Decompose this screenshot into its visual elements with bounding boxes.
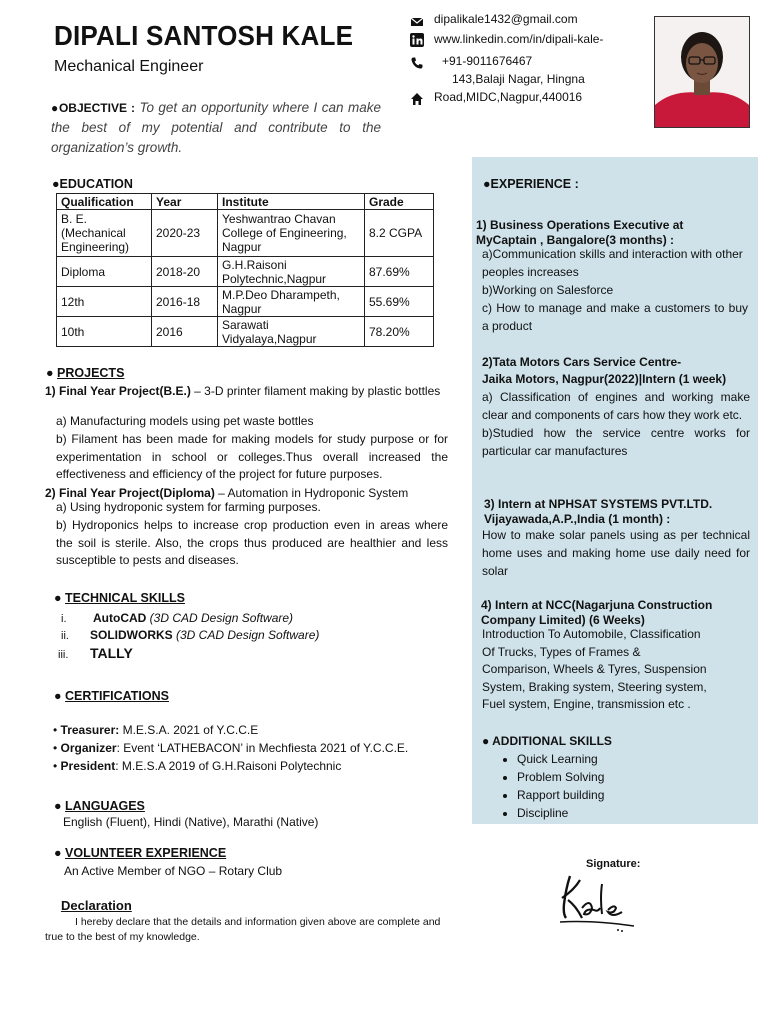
projects-heading-text: PROJECTS <box>57 366 125 380</box>
table-cell: 12th <box>57 287 152 317</box>
project-1-item-b: b) Filament has been made for making models for study purpose or for experimentation in school or colleges.Thus overall increased the effectiveness and efficiency of the project for future purposes. <box>56 432 448 481</box>
table-cell: Diploma <box>57 257 152 287</box>
additional-skills-heading: ● ADDITIONAL SKILLS <box>482 734 612 748</box>
tech-skill-note: (3D CAD Design Software) <box>149 611 294 625</box>
table-header-row <box>57 194 434 210</box>
job-detail-line: b)Studied how the service centre works for particular car manufactures <box>482 426 750 458</box>
bullet-dot: • <box>53 723 61 737</box>
tech-skill-name: AutoCAD <box>93 611 147 625</box>
job-title <box>484 497 754 527</box>
table-row <box>57 287 434 317</box>
contact-email[interactable]: dipalikale1432@gmail.com <box>434 12 578 26</box>
certification-role: Organizer <box>60 741 117 755</box>
job-details <box>482 245 748 335</box>
candidate-role: Mechanical Engineer <box>54 58 204 75</box>
project-2-item-b: b) Hydroponics helps to increase crop production even in areas where the soil is sterile. Also, the crops thus produced are healthier and less susceptible to pests and diseases. <box>56 518 448 567</box>
job-detail-line: Introduction To Automobile, Classification <box>482 627 701 641</box>
home-icon <box>410 92 424 106</box>
column-header: Grade <box>365 194 434 210</box>
linkedin-icon <box>410 33 424 47</box>
job-detail-line: Comparison, Wheels & Tyres, Suspension <box>482 662 707 677</box>
table-cell: 78.20% <box>365 317 434 347</box>
job-detail-line: c) How to manage and make a customers to buy a product <box>482 301 748 333</box>
table-cell: 87.69% <box>365 257 434 287</box>
volunteer-heading <box>54 846 226 860</box>
project-2-item-a: a) Using hydroponic system for farming purposes. <box>56 500 321 514</box>
project-2-desc: – Automation in Hydroponic System <box>214 486 409 500</box>
languages-text: English (Fluent), Hindi (Native), Marathi (Native) <box>63 815 319 829</box>
tech-skill-name: SOLIDWORKS <box>90 628 173 642</box>
certification-item <box>53 758 341 776</box>
table-cell: 8.2 CGPA <box>365 210 434 257</box>
job-details <box>482 626 750 714</box>
bullet-dot: ● <box>54 846 66 860</box>
certifications-heading <box>54 689 169 703</box>
job-title-line: 4) Intern at NCC(Nagarjuna Construction <box>481 598 713 612</box>
table-cell: 2016-18 <box>152 287 218 317</box>
column-header: Institute <box>218 194 365 210</box>
profile-photo <box>654 16 750 128</box>
objective-section <box>51 98 381 158</box>
column-header: Qualification <box>57 194 152 210</box>
job-details <box>482 526 750 580</box>
list-item: • Rapport building <box>517 786 604 804</box>
tech-skill-item <box>61 627 319 646</box>
job-title-line: 1) Business Operations Executive at <box>476 218 684 232</box>
job-detail-line: Fuel system, Engine, transmission etc . <box>482 697 691 712</box>
table-cell: 55.69% <box>365 287 434 317</box>
volunteer-heading-text: VOLUNTEER EXPERIENCE <box>65 846 227 860</box>
job-title-line: 2)Tata Motors Cars Service Centre- <box>482 355 682 369</box>
tech-skill-num: iii. <box>58 649 69 661</box>
table-row <box>57 210 434 257</box>
tech-skill-num: ii. <box>61 630 69 642</box>
certification-item <box>53 740 408 758</box>
tech-skill-item <box>58 645 133 665</box>
objective-text: To get an opportunity where I can make the best of my potential and contribute to the organization’s growth. <box>51 100 381 155</box>
table-cell: Sarawati Vidyalaya,Nagpur <box>218 317 365 347</box>
table-cell: 2018-20 <box>152 257 218 287</box>
tech-skill-name: TALLY <box>90 645 133 661</box>
job-title-line: 3) Intern at NPHSAT SYSTEMS PVT.LTD. <box>484 497 713 511</box>
bullet-dot: ● <box>46 366 58 380</box>
list-item: • Problem Solving <box>517 768 604 786</box>
job-title-line: Vijayawada,A.P.,India (1 month) : <box>484 512 671 526</box>
job-detail-line: a) Classification of engines and working make clear and components of cars how they work etc. <box>482 390 750 422</box>
signature-label: Signature: <box>586 858 641 870</box>
job-detail-line: How to make solar panels using as per technical home uses and making home use daily need for solar <box>482 528 750 578</box>
project-1-desc: – 3-D printer filament making by plastic bottles <box>190 384 441 398</box>
languages-heading-text: LANGUAGES <box>65 799 145 813</box>
certification-role: President <box>60 759 116 773</box>
objective-label: ●OBJECTIVE : <box>51 101 135 115</box>
job-title-line: Jaika Motors, Nagpur(2022)|Intern (1 week) <box>482 372 727 386</box>
contact-address-line1: 143,Balaji Nagar, Hingna <box>452 72 585 86</box>
job-title <box>481 598 751 628</box>
bullet-dot: ● <box>54 799 66 813</box>
tech-skill-item <box>61 610 293 629</box>
job-title <box>476 218 752 248</box>
certification-text: : M.E.S.A 2019 of G.H.Raisoni Polytechnic <box>115 759 342 773</box>
table-cell: 2020-23 <box>152 210 218 257</box>
handwritten-signature <box>556 868 642 934</box>
phone-icon <box>410 56 424 70</box>
bullet-dot: ● <box>54 689 66 703</box>
volunteer-text: An Active Member of NGO – Rotary Club <box>64 864 283 878</box>
table-row <box>57 257 434 287</box>
contact-address-line2: Road,MIDC,Nagpur,440016 <box>434 90 583 104</box>
education-table <box>56 193 434 347</box>
profile-portrait <box>655 17 749 127</box>
certifications-heading-text: CERTIFICATIONS <box>65 689 169 703</box>
job-details <box>482 388 750 460</box>
tech-skill-note: (3D CAD Design Software) <box>176 628 320 642</box>
project-1-item-a: a) Manufacturing models using pet waste bottles <box>56 414 314 428</box>
technical-skills-heading-text: TECHNICAL SKILLS <box>65 591 185 605</box>
job-title-line: MyCaptain , Bangalore(3 months) : <box>476 233 675 247</box>
mail-icon <box>410 15 424 29</box>
project-1-title <box>45 383 447 399</box>
job-detail-line: Of Trucks, Types of Frames & <box>482 644 641 659</box>
table-cell: Yeshwantrao Chavan College of Engineering, Nagpur <box>218 210 365 257</box>
table-row <box>57 317 434 347</box>
additional-skills-list <box>473 750 604 822</box>
column-header: Year <box>152 194 218 210</box>
table-cell: M.P.Deo Dharampeth, Nagpur <box>218 287 365 317</box>
contact-phone[interactable]: +91-9011676467 <box>442 54 533 68</box>
table-cell: 2016 <box>152 317 218 347</box>
job-detail-line: System, Braking system, Steering system, <box>482 679 707 694</box>
bullet-dot: • <box>53 741 61 755</box>
declaration-text: I hereby declare that the details and information given above are complete and true to the best of my knowledge. <box>45 916 441 943</box>
table-cell: G.H.Raisoni Polytechnic,Nagpur <box>218 257 365 287</box>
table-cell: 10th <box>57 317 152 347</box>
job-title <box>482 354 752 388</box>
certification-item <box>53 722 258 740</box>
job-detail-line: a)Communication skills and interaction with other peoples increases <box>482 247 743 279</box>
job-title-line: Company Limited) (6 Weeks) <box>481 613 645 627</box>
certification-role: Treasurer: <box>60 723 120 737</box>
list-item: • Quick Learning <box>517 750 604 768</box>
bullet-dot: ● <box>54 591 66 605</box>
job-detail-line: b)Working on Salesforce <box>482 283 614 297</box>
declaration-heading: Declaration <box>61 898 132 913</box>
bullet-dot: • <box>53 759 61 773</box>
technical-skills-heading <box>54 591 185 605</box>
certification-text: : Event ‘LATHEBACON’ in Mechfiesta 2021 of Y.C.C.E. <box>116 741 409 755</box>
project-1-name: 1) Final Year Project(B.E.) <box>45 384 191 398</box>
projects-heading <box>46 366 124 380</box>
table-cell: B. E. (Mechanical Engineering) <box>57 210 152 257</box>
education-heading: ●EDUCATION <box>52 177 133 191</box>
contact-linkedin[interactable]: www.linkedin.com/in/dipali-kale- <box>434 32 604 46</box>
certification-text: M.E.S.A. 2021 of Y.C.C.E <box>119 723 259 737</box>
project-2-name: 2) Final Year Project(Diploma) <box>45 486 215 500</box>
tech-skill-num: i. <box>61 613 67 625</box>
experience-heading: ●EXPERIENCE : <box>483 177 579 191</box>
languages-heading <box>54 799 145 813</box>
list-item: • Discipline <box>517 804 604 822</box>
candidate-name: DIPALI SANTOSH KALE <box>54 20 354 51</box>
